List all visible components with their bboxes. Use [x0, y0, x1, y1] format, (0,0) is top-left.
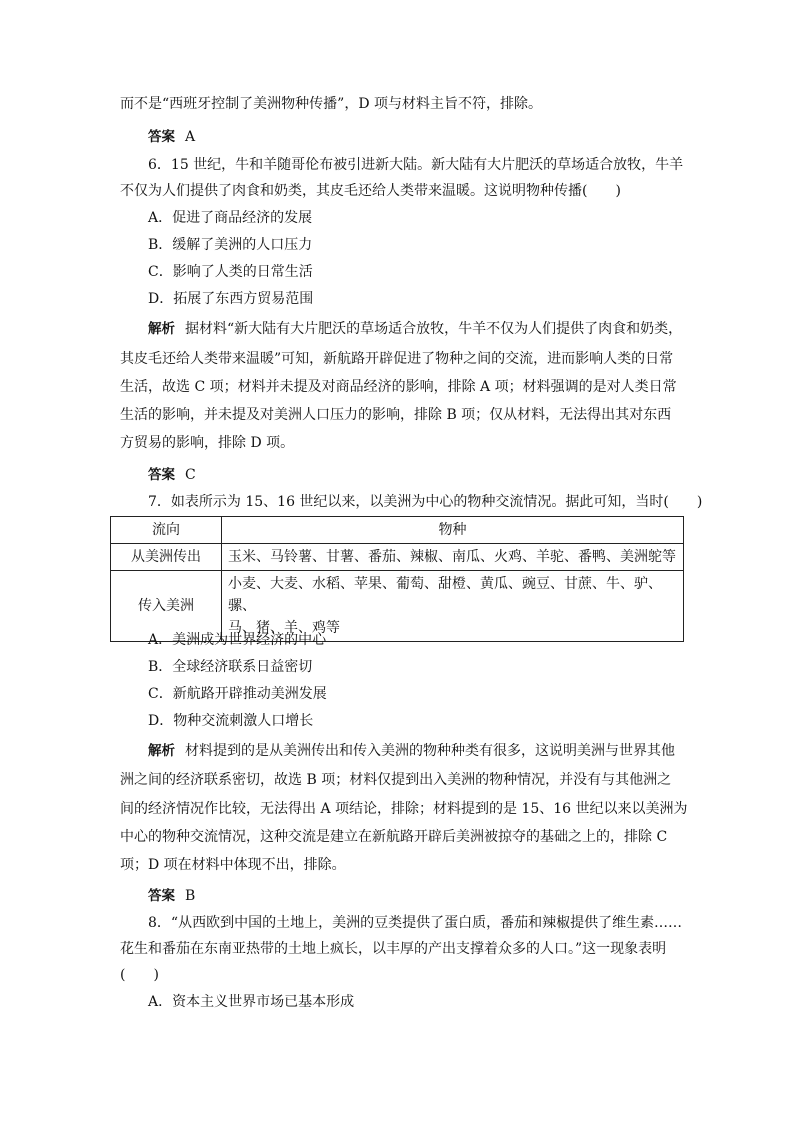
analysis-line: 方贸易的影响，排除 D 项。 [120, 435, 295, 451]
answer-label: 答案 [148, 129, 175, 145]
answer-line [148, 465, 196, 485]
answer-label: 答案 [148, 888, 175, 904]
option-d: D．物种交流刺激人口增长 [148, 713, 314, 729]
analysis-line [148, 319, 682, 339]
analysis-label: 解析 [148, 321, 175, 337]
table-cell-line: 马、猪、羊、鸡等 [228, 620, 340, 636]
analysis-line: 生活，故选 C 项；材料并未提及对商品经济的影响，排除 A 项；材料强调的是对人类日常 [120, 379, 677, 395]
option-b: B．全球经济联系日益密切 [148, 659, 313, 675]
table-header-cell: 流向 [111, 517, 222, 544]
analysis-line: 洲之间的经济联系密切，故选 B 项；材料仅提到出入美洲的物种情况，并没有与其他洲之 [120, 772, 672, 788]
question-7-stem: 7．如表所示为 15、16 世纪以来，以美洲为中心的物种交流情况。据此可知，当时( ) [148, 494, 703, 510]
analysis-text: 据材料“新大陆有大片肥沃的草场适合放牧，牛羊不仅为人们提供了肉食和奶类， [185, 321, 683, 337]
table-row [111, 544, 684, 571]
analysis-line: 其皮毛还给人类带来温暖”可知，新航路开辟促进了物种之间的交流，进而影响人类的日常 [120, 351, 674, 367]
table-cell: 玉米、马铃薯、甘薯、番茄、辣椒、南瓜、火鸡、羊驼、番鸭、美洲鸵等 [222, 544, 684, 571]
question-6-stem-cont: 不仅为人们提供了肉食和奶类，其皮毛还给人类带来温暖。这说明物种传播( ) [120, 183, 621, 199]
table-header-cell: 物种 [222, 517, 684, 544]
answer-value: C [185, 467, 196, 483]
question-8-stem: 8．“从西欧到中国的土地上，美洲的豆类提供了蛋白质，番茄和辣椒提供了维生素…… [148, 915, 683, 931]
answer-value: A [185, 129, 196, 145]
analysis-label: 解析 [148, 743, 175, 759]
question-8-stem-cont: ( ) [120, 967, 159, 983]
answer-label: 答案 [148, 467, 175, 483]
table-header-row [111, 517, 684, 544]
table-cell: 从美洲传出 [111, 544, 222, 571]
table-cell-line: 小麦、大麦、水稻、苹果、葡萄、甜橙、黄瓜、豌豆、甘蔗、牛、驴、骡、 [228, 576, 662, 614]
analysis-text: 材料提到的是从美洲传出和传入美洲的物种种类有很多，这说明美洲与世界其他 [185, 743, 675, 759]
answer-line [148, 127, 195, 147]
analysis-line: 生活的影响，并未提及对美洲人口压力的影响，排除 B 项；仅从材料，无法得出其对东西 [120, 407, 672, 423]
analysis-line: 项；D 项在材料中体现不出，排除。 [120, 857, 346, 873]
table-cell: 传入美洲 [111, 571, 222, 642]
question-8-stem-cont: 花生和番茄在东南亚热带的土地上疯长，以丰厚的产出支撑着众多的人口。”这一现象表明 [120, 941, 667, 957]
analysis-line: 间的经济情况作比较，无法得出 A 项结论，排除；材料提到的是 15、16 世纪以来以美洲为 [120, 801, 688, 817]
species-table [110, 516, 684, 642]
option-b: B．缓解了美洲的人口压力 [148, 237, 313, 253]
analysis-line: 中心的物种交流情况，这种交流是建立在新航路开辟后美洲被掠夺的基础之上的，排除 C [120, 829, 668, 845]
option-a: A．资本主义世界市场已基本形成 [148, 994, 355, 1010]
option-c: C．新航路开辟推动美洲发展 [148, 686, 327, 702]
analysis-line [148, 741, 675, 761]
question-6-stem: 6．15 世纪，牛和羊随哥伦布被引进新大陆。新大陆有大片肥沃的草场适合放牧，牛羊 [148, 157, 684, 173]
option-a: A．促进了商品经济的发展 [148, 210, 313, 226]
option-d: D．拓展了东西方贸易范围 [148, 291, 314, 307]
answer-line [148, 886, 195, 906]
option-c: C．影响了人类的日常生活 [148, 264, 313, 280]
option-a: A．美洲成为世界经济的中心 [148, 632, 327, 648]
answer-value: B [185, 888, 196, 904]
text-line: 而不是“西班牙控制了美洲物种传播”，D 项与材料主旨不符，排除。 [120, 96, 542, 112]
